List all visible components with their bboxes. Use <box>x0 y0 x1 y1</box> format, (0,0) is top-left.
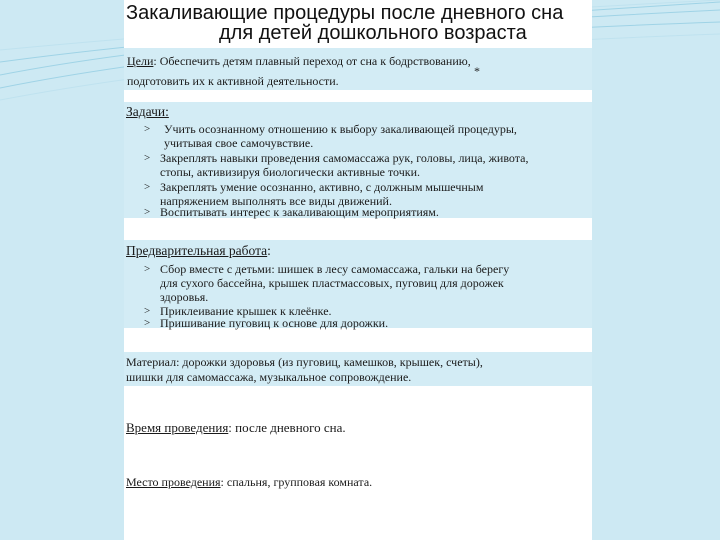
prep-bullet: > <box>144 305 151 317</box>
task-3-line-2: напряжением выполнять все виды движений. <box>160 194 392 208</box>
tasks-heading: Задачи: <box>126 104 169 119</box>
material-line-1: Материал: дорожки здоровья (из пуговиц, камешков, крышек, счеты), <box>126 355 483 369</box>
prep-2-line-1: Приклеивание крышек к клеёнке. <box>160 304 332 318</box>
task-bullet: > <box>144 152 151 164</box>
place-section <box>124 470 592 492</box>
prep-heading: Предварительная работа <box>126 243 268 258</box>
place-value: : спальня, групповая комната. <box>220 475 373 489</box>
goals-line-1 <box>127 54 471 68</box>
goals-section <box>124 48 592 90</box>
place-line <box>126 475 372 489</box>
material-line-2: шишки для самомассажа, музыкальное сопровождение. <box>126 370 412 384</box>
task-3-line-1: Закреплять умение осознанно, активно, с должным мышечным <box>160 180 484 194</box>
task-bullet: > <box>144 181 151 193</box>
goals-text-1: : Обеспечить детям плавный переход от сна к бодрствованию, <box>153 54 471 68</box>
prep-1-line-2: для сухого бассейна, крышек пластмассовых, пуговиц для дорожек <box>160 276 504 290</box>
time-line <box>126 421 346 435</box>
prep-3-line-1: Пришивание пуговиц к основе для дорожки. <box>160 316 389 330</box>
tasks-section <box>124 102 592 218</box>
prep-heading-colon: : <box>267 243 271 258</box>
task-4-line-1: Воспитывать интерес к закаливающим мероприятиям. <box>160 205 439 219</box>
task-bullet: > <box>144 123 151 135</box>
prep-1-line-1: Сбор вместе с детьми: шишек в лесу самомассажа, гальки на берегу <box>160 262 510 276</box>
task-2-line-1: Закреплять навыки проведения самомассажа рук, головы, лица, живота, <box>160 151 529 165</box>
prep-bullet: > <box>144 317 151 329</box>
goals-mark: * <box>474 64 480 78</box>
goals-text-2: подготовить их к активной деятельности. <box>127 74 339 88</box>
task-2-line-2: стопы, активизируя биологически активные точки. <box>160 165 421 179</box>
time-value: : после дневного сна. <box>228 420 346 435</box>
task-bullet: > <box>144 206 151 218</box>
prep-1-line-3: здоровья. <box>160 290 209 304</box>
material-section <box>124 352 592 386</box>
place-label: Место проведения <box>126 475 221 489</box>
task-1-line-2: учитывая свое самочувствие. <box>164 136 314 150</box>
prep-section <box>124 240 592 328</box>
title-line-1: Закаливающие процедуры после дневного сна <box>126 2 564 24</box>
goals-heading: Цели <box>127 54 154 68</box>
time-label: Время проведения <box>126 420 229 435</box>
document-page <box>124 0 592 540</box>
page-title <box>124 0 592 46</box>
title-line-2: для детей дошкольного возраста <box>219 22 527 44</box>
task-1-line-1: Учить осознанному отношению к выбору закаливающей процедуры, <box>164 122 517 136</box>
time-section <box>124 416 592 440</box>
prep-bullet: > <box>144 263 151 275</box>
prep-heading-line <box>126 244 271 258</box>
